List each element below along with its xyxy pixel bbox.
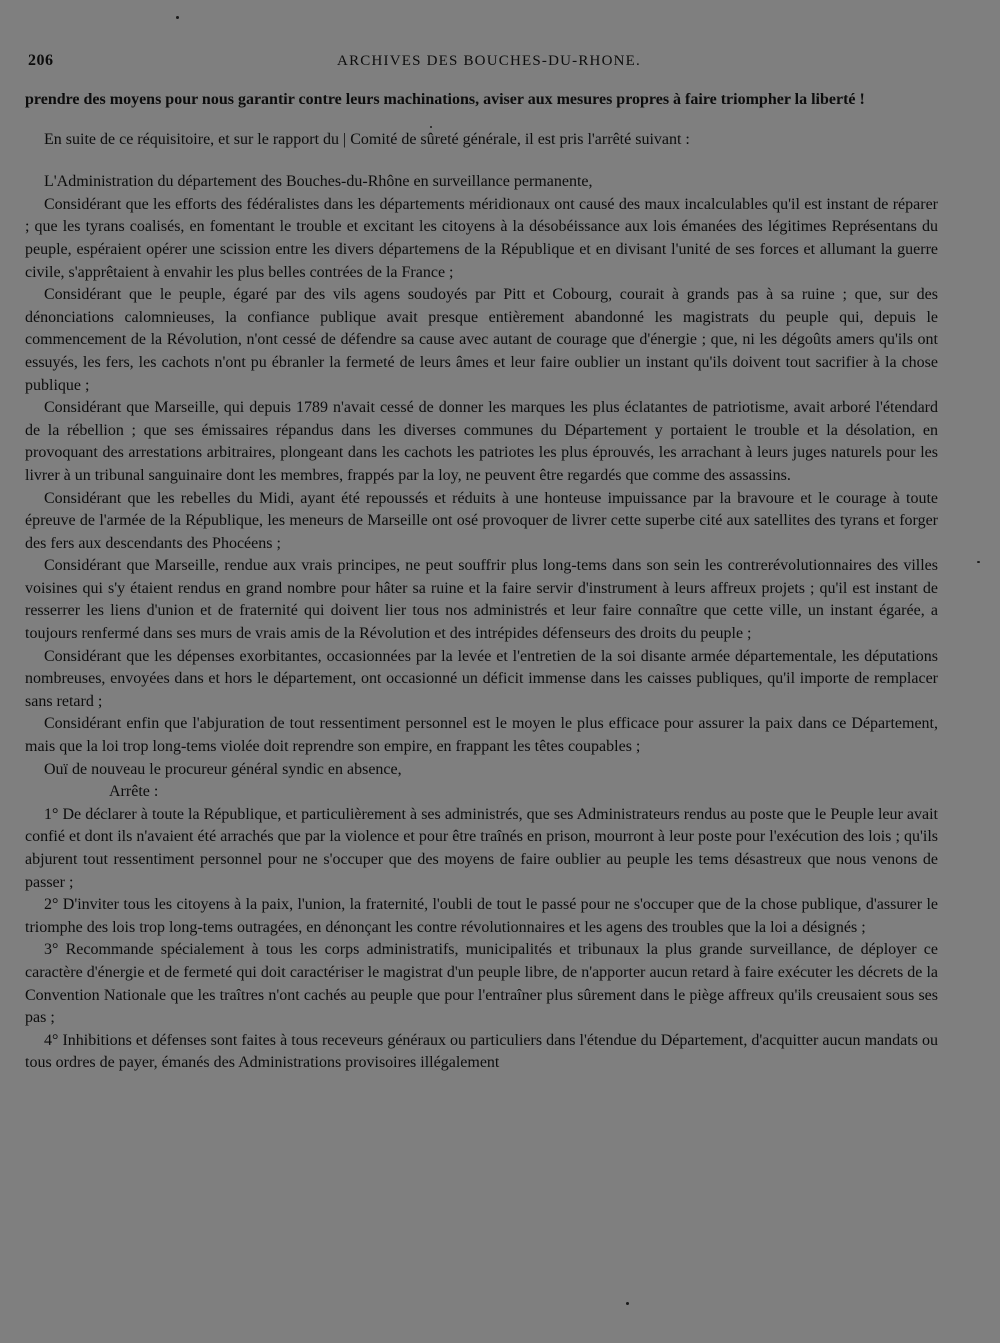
scan-speck <box>176 16 179 19</box>
paragraph-considerant-4: Considérant que les rebelles du Midi, ayant été repoussés et réduits à une honteuse impuissance par la bravoure et le courage à toute épreuve de l'armée de la République, les meneurs de Marseille ont osé provoquer de livrer cette superbe cité aux satellites des tyrans et forger des fers aux descendants des Phocéens ; <box>25 489 938 552</box>
article-1: 1° De déclarer à toute la République, et particulièrement à ses administrés, que ses Administrateurs rendus au poste que le Peuple leur avait confié et dont ils n'avaient été arrachés que par la violence et pour être traînés en prison, mourront à leur poste pour l'exécution des lois ; qu'ils abjurent tout ressentiment personnel pour ne s'occuper que des moyens de faire oublier au peuple les tems désastreux que nous venons de passer ; <box>25 805 938 891</box>
paragraph-oui: Ouï de nouveau le procureur général syndic en absence, <box>44 760 402 778</box>
paragraph-considerant-1: Considérant que les efforts des fédéralistes dans les départements méridionaux ont causé des maux incalculables qu'il est instant de réparer ; que les tyrans coalisés, en fomentant le trouble et excitant les citoyens à la désobéissance aux lois émanées des légitimes Représentans du peuple, espéraient opérer une scission entre les divers départemens de la République et en divisant l'unité de ses forces et allumant la guerre civile, s'apprêtaient à envahir les plus belles contrées de la France ; <box>25 195 938 281</box>
article-2: 2° D'inviter tous les citoyens à la paix, l'union, la fraternité, l'oubli de tout le passé pour ne s'occuper que de la chose publique, d'assurer le triomphe des lois trop long-tems outragées, en dénonçant les contre révolutionnaires et les agens des troubles que la loi a désignés ; <box>25 896 938 936</box>
scan-speck <box>626 1302 629 1305</box>
paragraph-considerant-3: Considérant que Marseille, qui depuis 1789 n'avait cessé de donner les marques les plus éclatantes de patriotisme, avait arboré l'étendard de la rébellion ; que ses émissaires répandus dans les diverses communes du Département y portaient le trouble et la désolation, en provoquant des arrestations arbitraires, plongeant dans les cachots les patriotes les plus éprouvés, les arrachant à leurs juges naturels pour les livrer à un tribunal sanguinaire dont les membres, frappés par la loy, ne peuvent être regardés que comme des assassins. <box>25 399 938 484</box>
paragraph-considerant-7: Considérant enfin que l'abjuration de tout ressentiment personnel est le moyen le plus efficace pour assurer la paix dans ce Département, mais que la loi trop long-tems violée doit reprendre son empire, en frappant les têtes coupables ; <box>25 715 938 756</box>
paragraph-requisitoire: En suite de ce réquisitoire, et sur le rapport du | Comité de sûreté générale, il est pris l'arrêté suivant : <box>44 130 690 148</box>
paragraph-considerant-6: Considérant que les dépenses exorbitantes, occasionnées par la levée et l'entretien de la soi disante armée départementale, les députations nombreuses, envoyées dans et hors le département, ont occasionné un déficit immense dans les caisses publiques, qu'il importe de remplacer sans retard ; <box>25 647 938 710</box>
page-header <box>24 52 954 76</box>
paragraph-considerant-5: Considérant que Marseille, rendue aux vrais principes, ne peut souffrir plus long-tems dans son sein les contrerévolutionnaires des villes voisines qui s'y étaient rendus en grand nombre pour hâter sa ruine et la faire servir d'instrument à leurs affreux projets ; qu'il est instant de resserrer les liens d'union et de fraternité qui doivent lier tous nos administrés et leur faire connaître que cette ville, un instant égarée, a toujours renfermé dans ses murs de vrais amis de la Révolution et des intrépides défenseurs des droits du peuple ; <box>25 557 938 643</box>
page-number: 206 <box>28 52 54 69</box>
scan-speck <box>430 126 432 128</box>
article-4: 4° Inhibitions et défenses sont faites à tous receveurs généraux ou particuliers dans l'étendue du Département, d'acquitter aucun mandats ou tous ordres de payer, émanés des Administrations provisoires illégalement <box>25 1031 938 1072</box>
arrete-heading: Arrête : <box>109 783 159 801</box>
running-head: ARCHIVES DES BOUCHES-DU-RHONE. <box>337 53 641 69</box>
paragraph-administration: L'Administration du département des Bouches-du-Rhône en surveillance permanente, <box>44 173 593 191</box>
paragraph-continuation: prendre des moyens pour nous garantir contre leurs machinations, aviser aux mesures propres à faire triompher la liberté ! <box>25 91 865 108</box>
paragraph-considerant-2: Considérant que le peuple, égaré par des vils agens soudoyés par Pitt et Cobourg, courait à grands pas à sa ruine ; que, sur des dénonciations calomnieuses, la confiance publique avait presque entièrement abandonné les magistrats du peuple qui, depuis le commencement de la Révolution, n'ont cessé de défendre sa cause avec autant de courage que d'énergie ; que, ni les dégoûts amers qu'ils ont essuyés, les fers, les cachots n'ont pu ébranler la fermeté de leurs âmes et leur faire oublier un instant qu'ils doivent tout sacrifier à la chose publique ; <box>25 286 938 394</box>
scan-speck <box>977 561 980 563</box>
body-text <box>25 89 938 1075</box>
article-3: 3° Recommande spécialement à tous les corps administratifs, municipalités et tribunaux la plus grande surveillance, de déployer ce caractère d'énergie et de fermeté qui doit caractériser le magistrat d'un peuple libre, de n'apporter aucun retard à faire exécuter les décrets de la Convention Nationale que les traîtres n'ont cachés au peuple que pour l'entraîner plus sûrement dans le piège affreux qu'ils creusaient sous ses pas ; <box>25 941 938 1027</box>
